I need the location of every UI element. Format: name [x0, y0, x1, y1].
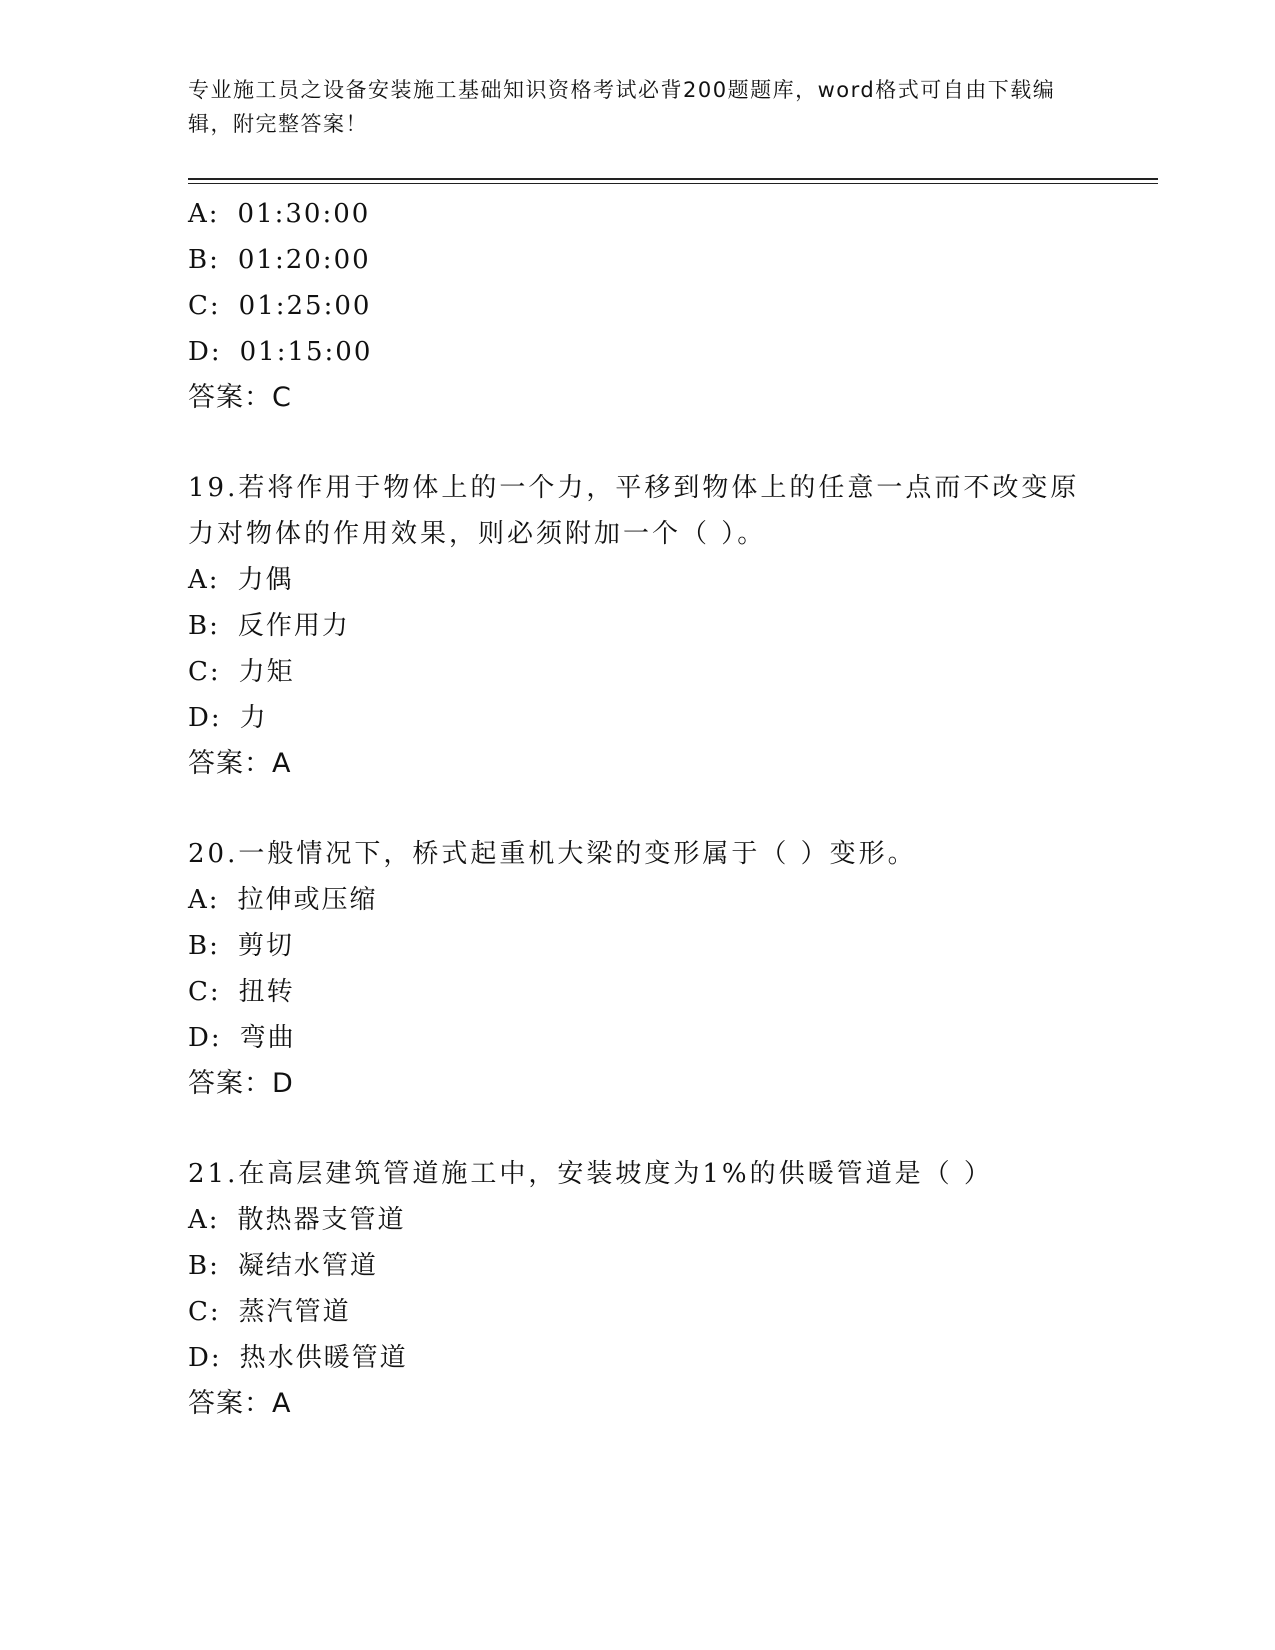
option-c — [188, 283, 1088, 329]
option-text: 力矩 — [238, 657, 295, 687]
option-key: C: — [188, 657, 221, 687]
question-stem: 20.一般情况下，桥式起重机大梁的变形属于（ ）变形。 — [188, 839, 917, 869]
option-text: 扭转 — [238, 977, 295, 1007]
option-c — [188, 1289, 1088, 1335]
option-text: 热水供暖管道 — [239, 1343, 408, 1373]
question-stem-continued: 力对物体的作用效果，则必须附加一个（ ）。 — [188, 519, 767, 549]
option-text: 剪切 — [237, 931, 294, 961]
prev-question-block — [188, 191, 1088, 421]
answer-line: 答案：D — [188, 1068, 294, 1099]
option-key: C: — [188, 291, 221, 321]
option-key: D: — [188, 703, 222, 733]
option-text: 散热器支管道 — [237, 1205, 406, 1235]
spacer — [188, 1107, 1088, 1151]
answer-line: 答案：A — [188, 748, 292, 779]
document-header: 专业施工员之设备安装施工基础知识资格考试必背200题题库，word格式可自由下载编辑，附完整答案！ — [188, 78, 1056, 136]
option-text: 01:20:00 — [237, 245, 371, 275]
question-stem: 19.若将作用于物体上的一个力，平移到物体上的任意一点而不改变原 — [188, 473, 1080, 503]
option-text: 弯曲 — [239, 1023, 296, 1053]
option-key: C: — [188, 977, 221, 1007]
option-text: 力偶 — [237, 565, 294, 595]
spacer — [188, 787, 1088, 831]
option-d — [188, 1335, 1088, 1381]
option-key: A: — [188, 885, 220, 915]
option-b — [188, 237, 1088, 283]
question-20-block — [188, 831, 1088, 1107]
question-21-block — [188, 1151, 1088, 1427]
option-b — [188, 603, 1088, 649]
option-key: B: — [188, 931, 220, 961]
option-key: B: — [188, 245, 220, 275]
option-key: D: — [188, 337, 222, 367]
answer-line: 答案：C — [188, 382, 292, 413]
option-key: B: — [188, 1251, 220, 1281]
spacer — [188, 421, 1088, 465]
option-a — [188, 191, 1088, 237]
option-b — [188, 923, 1088, 969]
option-text: 01:25:00 — [238, 291, 372, 321]
option-text: 01:30:00 — [237, 199, 371, 229]
option-text: 拉伸或压缩 — [237, 885, 378, 915]
option-key: A: — [188, 565, 220, 595]
option-text: 力 — [239, 703, 268, 733]
option-key: D: — [188, 1023, 222, 1053]
option-a — [188, 1197, 1088, 1243]
option-text: 蒸汽管道 — [238, 1297, 351, 1327]
option-key: A: — [188, 1205, 220, 1235]
option-text: 01:15:00 — [239, 337, 373, 367]
option-text: 反作用力 — [237, 611, 350, 641]
option-key: D: — [188, 1343, 222, 1373]
option-text: 凝结水管道 — [237, 1251, 378, 1281]
option-d — [188, 695, 1088, 741]
option-b — [188, 1243, 1088, 1289]
option-key: C: — [188, 1297, 221, 1327]
header-rule-thick — [188, 178, 1158, 180]
question-content — [188, 191, 1088, 1427]
answer-line: 答案：A — [188, 1388, 292, 1419]
question-19-block — [188, 465, 1088, 787]
option-d — [188, 1015, 1088, 1061]
option-key: B: — [188, 611, 220, 641]
option-a — [188, 557, 1088, 603]
option-key: A: — [188, 199, 220, 229]
question-stem: 21.在高层建筑管道施工中，安装坡度为1%的供暖管道是（ ） — [188, 1159, 993, 1189]
option-c — [188, 969, 1088, 1015]
option-c — [188, 649, 1088, 695]
option-d — [188, 329, 1088, 375]
option-a — [188, 877, 1088, 923]
header-rule-thin — [188, 183, 1158, 184]
